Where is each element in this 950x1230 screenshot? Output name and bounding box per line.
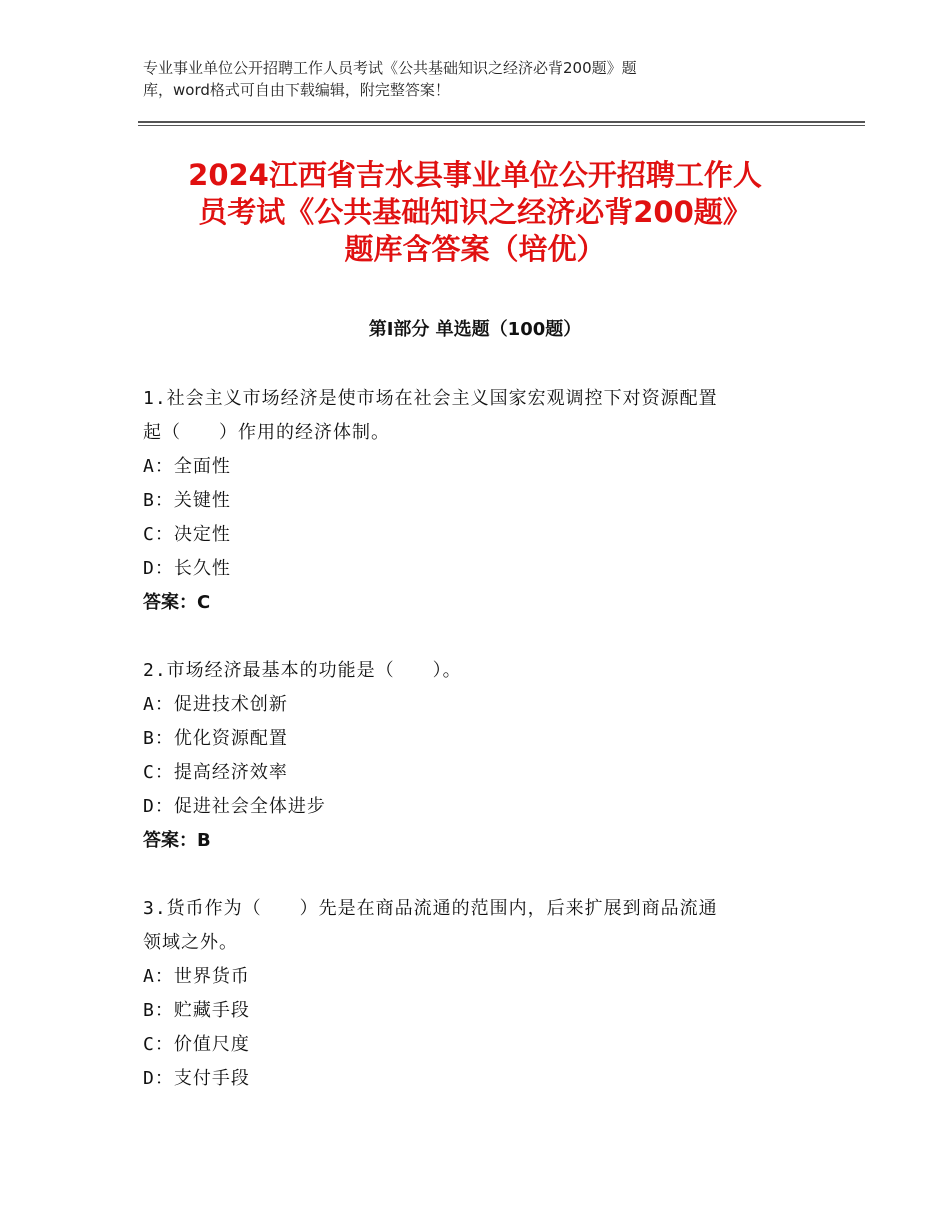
question-1 — [143, 382, 823, 620]
option-c: C：价值尺度 — [143, 1034, 250, 1055]
title-line-1: 2024江西省吉水县事业单位公开招聘工作人 — [188, 158, 762, 192]
option-c: C：提高经济效率 — [143, 762, 288, 783]
header-note-line-2: 库，word格式可自由下载编辑，附完整答案！ — [143, 81, 450, 99]
question-list — [143, 382, 823, 1130]
answer: 答案：B — [143, 830, 211, 851]
question-stem-line: 2.市场经济最基本的功能是（ ）。 — [143, 660, 462, 681]
option-d: D：支付手段 — [143, 1068, 250, 1089]
option-b: B：贮藏手段 — [143, 1000, 250, 1021]
question-stem-line: 3.货币作为（ ）先是在商品流通的范围内，后来扩展到商品流通 — [143, 898, 718, 919]
header-note-line-1: 专业事业单位公开招聘工作人员考试《公共基础知识之经济必背200题》题 — [143, 59, 637, 77]
document-title — [120, 157, 830, 268]
question-3 — [143, 892, 823, 1096]
answer: 答案：C — [143, 592, 211, 613]
option-d: D：促进社会全体进步 — [143, 796, 326, 817]
option-d: D：长久性 — [143, 558, 231, 579]
title-line-2: 员考试《公共基础知识之经济必背200题》 — [198, 195, 752, 229]
option-c: C：决定性 — [143, 524, 231, 545]
question-stem-line: 领域之外。 — [143, 932, 238, 953]
option-a: A：全面性 — [143, 456, 231, 477]
section-heading: 第Ⅰ部分 单选题（100题） — [368, 319, 582, 340]
header-divider — [138, 121, 865, 126]
header-note — [143, 57, 783, 101]
option-b: B：优化资源配置 — [143, 728, 288, 749]
question-stem-line: 1.社会主义市场经济是使市场在社会主义国家宏观调控下对资源配置 — [143, 388, 718, 409]
option-a: A：世界货币 — [143, 966, 250, 987]
question-2 — [143, 654, 823, 858]
option-a: A：促进技术创新 — [143, 694, 288, 715]
question-stem-line: 起（ ）作用的经济体制。 — [143, 422, 390, 443]
option-b: B：关键性 — [143, 490, 231, 511]
title-line-3: 题库含答案（培优） — [344, 232, 606, 266]
